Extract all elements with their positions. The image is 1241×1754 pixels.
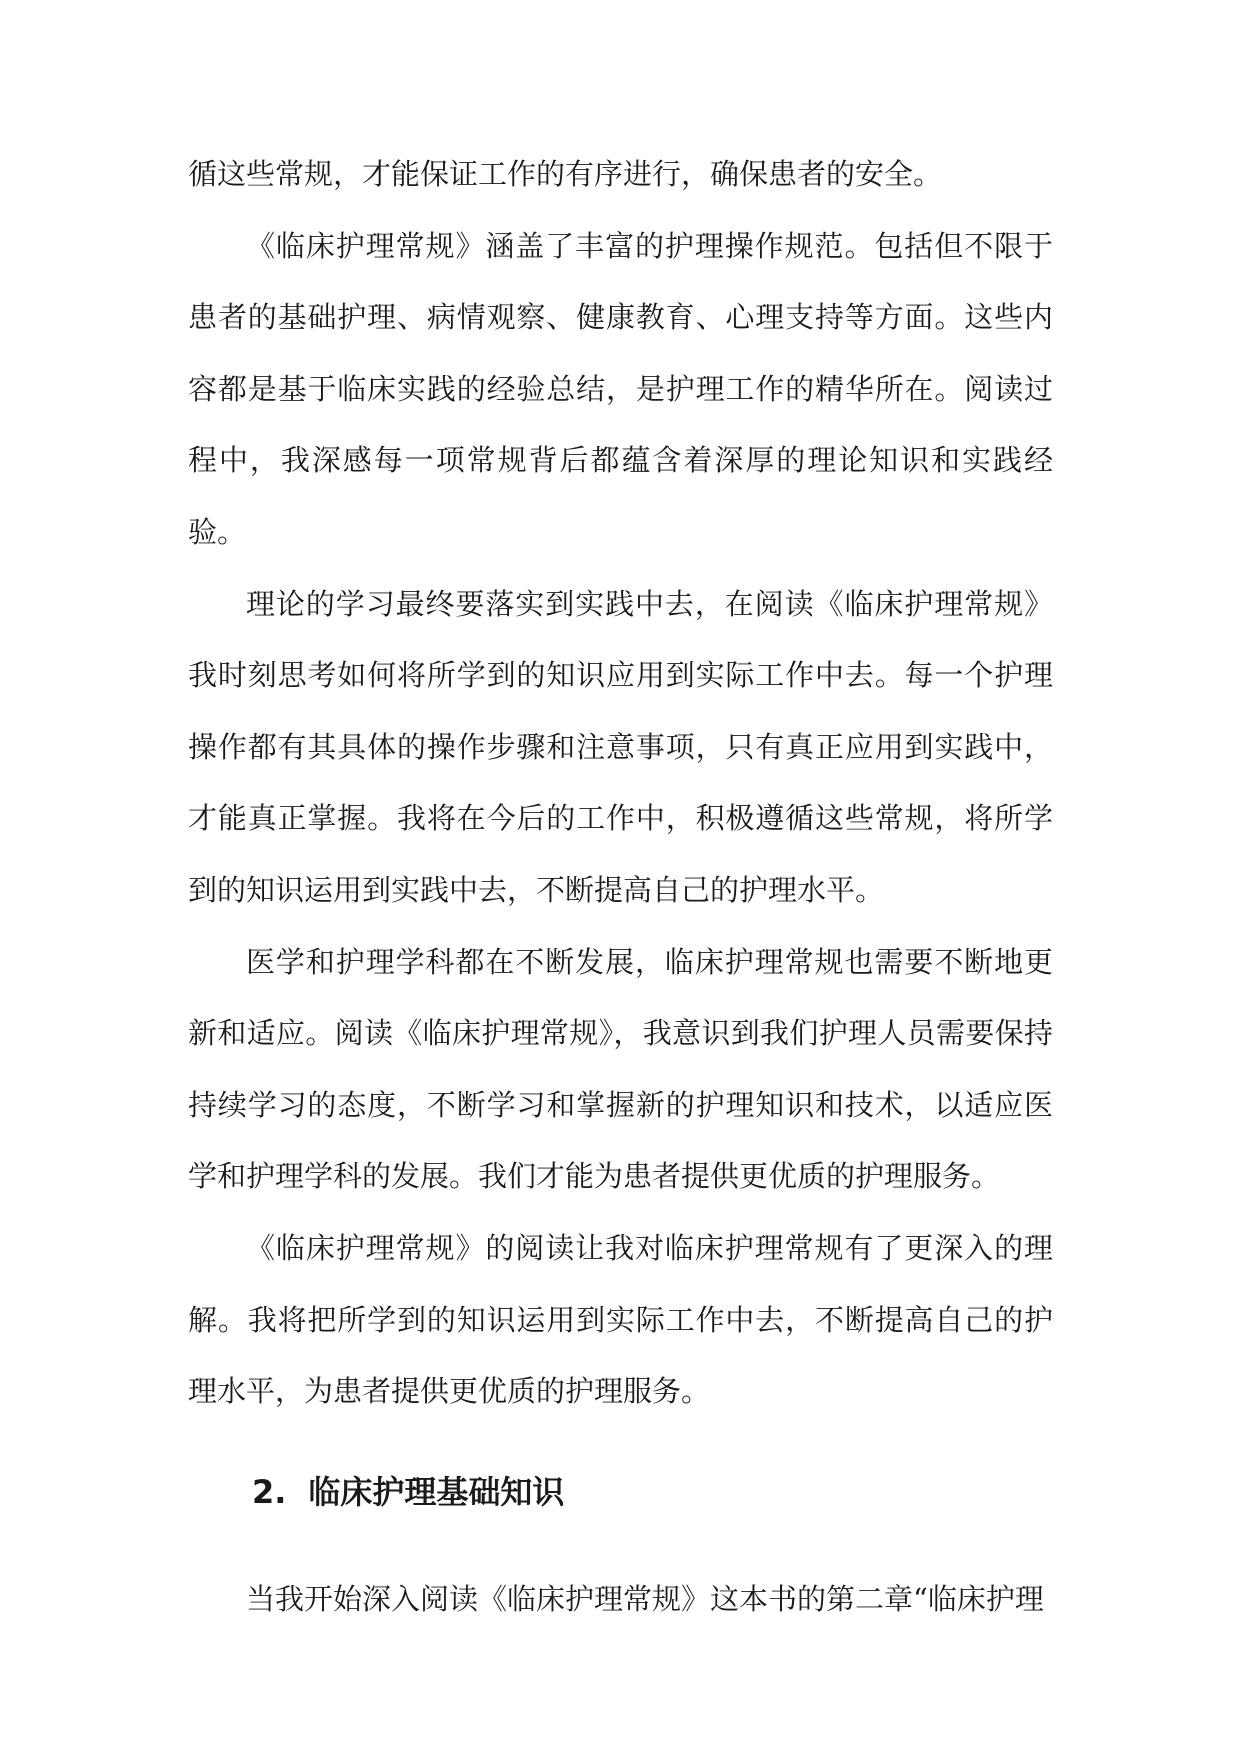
paragraph-continuation: 循这些常规，才能保证工作的有序进行，确保患者的安全。 bbox=[188, 157, 943, 191]
paragraph-learning: 医学和护理学科都在不断发展，临床护理常规也需要不断地更新和适应。阅读《临床护理常规》，我意识到我们护理人员需要保持持续学习的态度，不断学习和掌握新的护理知识和技术，以适应医学和护理学科的发展。我们才能为患者提供更优质的护理服务。 bbox=[188, 944, 1053, 1194]
paragraph-conclusion: 《临床护理常规》的阅读让我对临床护理常规有了更深入的理解。我将把所学到的知识运用到实际工作中去，不断提高自己的护理水平，为患者提供更优质的护理服务。 bbox=[188, 1230, 1053, 1409]
section-title: 临床护理基础知识 bbox=[308, 1473, 565, 1511]
section-number: 2. bbox=[252, 1473, 287, 1511]
paragraph-practice: 理论的学习最终要落实到实践中去，在阅读《临床护理常规》我时刻思考如何将所学到的知识应用到实际工作中去。每一个护理操作都有其具体的操作步骤和注意事项，只有真正应用到实践中，才能真正掌握。我将在今后的工作中，积极遵循这些常规，将所学到的知识运用到实践中去，不断提高自己的护理水平。 bbox=[188, 586, 1053, 907]
paragraph-scope: 《临床护理常规》涵盖了丰富的护理操作规范。包括但不限于患者的基础护理、病情观察、健康教育、心理支持等方面。这些内容都是基于临床实践的经验总结，是护理工作的精华所在。阅读过程中，我深感每一项常规背后都蕴含着深厚的理论知识和实践经验。 bbox=[188, 228, 1053, 549]
body-text bbox=[188, 139, 1053, 1428]
section-heading bbox=[252, 1466, 564, 1518]
paragraph-chapter-two-intro: 当我开始深入阅读《临床护理常规》这本书的第二章“临床护理 bbox=[246, 1582, 1044, 1616]
